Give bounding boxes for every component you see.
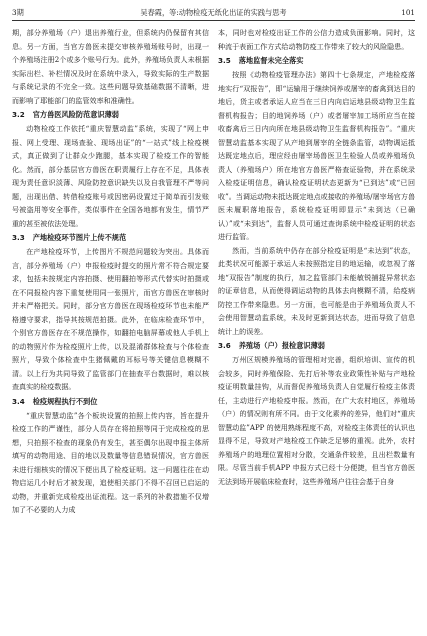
section-number: 3.3 [12,233,25,242]
right-column [218,26,415,632]
paragraph: 按照《动物检疫管理办法》第四十七条规定，产地检疫落地实行“双报告”，即“运输用于继续饲养或屠宰的畜禽到达目的地后，货主或者承运人应当在三日内向启运地县级动物卫生监督机构报告；目的地饲养场（户）或者屠宰加工场所应当在接收畜禽后三日内向所在地县级动物卫生监督机构报告”。“重庆智慧动监基本实现了从产地到屠宰的全链条监管，动物调运抵达既定地点后，理应经由屠宰场兽医卫生检验人员或养殖场负责人（养殖场户）所在地官方兽医严格查证验物，并在系统录入检疫证明信息，确认检疫证明状态更新为“已到达”或“已回收”。当调运动物未抵达既定地点或接收的养殖场/屠宰场官方兽医未履职落地报告，系统检疫证明即显示“未到达（已确认）”或“未到达”，监督人员可通过查询系统中检疫证明的状态进行监管。 [218,70,415,241]
paragraph: 然而，当前系统中仍存在部分检疫证明是“未达到”状态，此类状况可能源于承运人未按照指定目的地运输，或忽视了落地“双报告”制度的执行，加之监管部门未能敏锐捕捉异常状态的证章信息，从而使得调运动物的具体去向模糊不清，给疫病防控工作带来隐患。另一方面，也可能是由于养殖场负责人不会使用智慧动监系统，未及时更新到达状态，进而导致了信息统计上的误差。 [218,245,415,336]
section-heading [218,338,415,353]
section-heading [12,107,209,122]
section-title: 落地监督未完全落实 [238,56,304,65]
section-heading [218,53,415,68]
running-title: 吴春霞，等:动物检疫无纸化出证的实践与思考 [140,8,287,17]
running-header [12,6,415,21]
left-column [12,26,209,632]
section-number: 3.2 [12,110,25,119]
section-number: 3.4 [12,396,25,406]
paragraph: 动物检疫工作依托“重庆智慧动监”系统，实现了“网上申报、网上受理、现场查验、现场出证”的“一站式”线上检疫模式，真正做到了让群众少跑腿，基本实现了检疫工作的智能化。然而，部分基层官方兽医在职责履行上存在不足，具体表现为责任意识淡薄、风险防控意识缺失以及自我管理不严等问题，出现出借、转借检疫账号或因密码设置过于简单而引发账号被盗用等安全事件，类似事件在全国各地都有发生，情节严重的甚至被依法处理。 [12,124,209,228]
section-title: 官方兽医风险防范意识薄弱 [32,110,119,119]
section-number: 3.6 [218,341,231,350]
issue-number: 3期 [12,8,24,17]
paragraph: 在产地检疫环节，上传图片不规范问题较为突出。具体而言，部分养殖场（户）申报检疫时提交的照片常不符合规定要求，包括未按规定内容拍摄、使用翻拍等形式代替实时拍摄或在不同报检内容下重复使用同一张照片，而官方兽医在审核时并未严格把关。同时，部分官方兽医在现场检疫环节也未能严格遵守要求，指导其按规范拍摄。此外，在临床检查环节中，个别官方兽医存在不规范操作，如翻拍电脑屏幕或他人手机上的动物照片作为检疫照片上传，以及混淆群体检查与个体检查照片，导致个体检查中生猪佩戴的耳标号等关键信息模糊不清。以上行为共同导致了监管部门在抽查平台数据时，难以核查真实的检疫数据。 [12,247,209,391]
section-title: 产地检疫环节图片上传不规范 [32,233,127,242]
paragraph: “重庆智慧动监”各个板块设置的拍照上传内容，旨在提升检疫工作的严谨性，部分人员存在将拍照等同于完成检疫的思想，只拍照不检查的现象仍有发生，甚至偶尔出现申报主体所填写的动物用途、目的地以及数量等信息错误情况，官方兽医未进行细核实的情况下便出具了检疫证明。这一问题往往在动物启运几小时后才被发现，追使相关部门不得不召回已启运的动物，并重新完成检疫出证流程。这一系列的补救措施不仅增加了不必要的人力成 [12,410,209,514]
section-title: 检疫规程执行不到位 [32,396,98,406]
paragraph: 本，同时也对检疫出证工作的公信力造成负面影响。同时，这种流于表面工作方式给动物防疫工作带来了较大的风险隐患。 [218,28,415,51]
section-title: 养殖场（户）报检意识薄弱 [238,341,325,350]
paragraph: 期，部分养殖场（户）退出养殖行业，但系统内仍保留有其信息。另一方面，当官方兽医未提交审核养殖场账号时，出现一个养殖场注册2个或多个账号行为。此外，养殖场负责人未根据实际出栏、补栏情况及时在系统中录入，导致实际的生产数据与系统记录的不完全一致。这些问题导致基础数据不清晰，进而影响了耶能部门的监管效率和准确性。 [12,28,209,105]
page-number: 101 [401,8,415,17]
section-number: 3.5 [218,56,231,65]
paragraph: 万州区规模养殖场的管理相对完善，组织培训、宣传的机会较多，同时养殖保险、先打后补等农业政策性补贴与产地检疫证明数量挂钩，从而督促养殖场负责人自觉履行检疫主体责任，主动进行产地检疫申报。然而，在广大农村地区，养殖场（户）的情况则有所不同。由于文化素养的差异，他们对“重庆智慧动监”APP 的使用熟练程度不高，对检疫主体责任的认识也显得不足，导致对产地检疫工作缺乏足够的重视。此外，农村养殖场户的地理位置相对分散，交通条件较差，且出栏数量有限。尽管当前手机APP 申报方式已经十分便捷，但当官方兽医无法到场开展临床检查时，这些养殖场户往往会基于自身 [218,355,415,486]
section-heading [12,230,209,245]
section-heading [12,394,209,409]
